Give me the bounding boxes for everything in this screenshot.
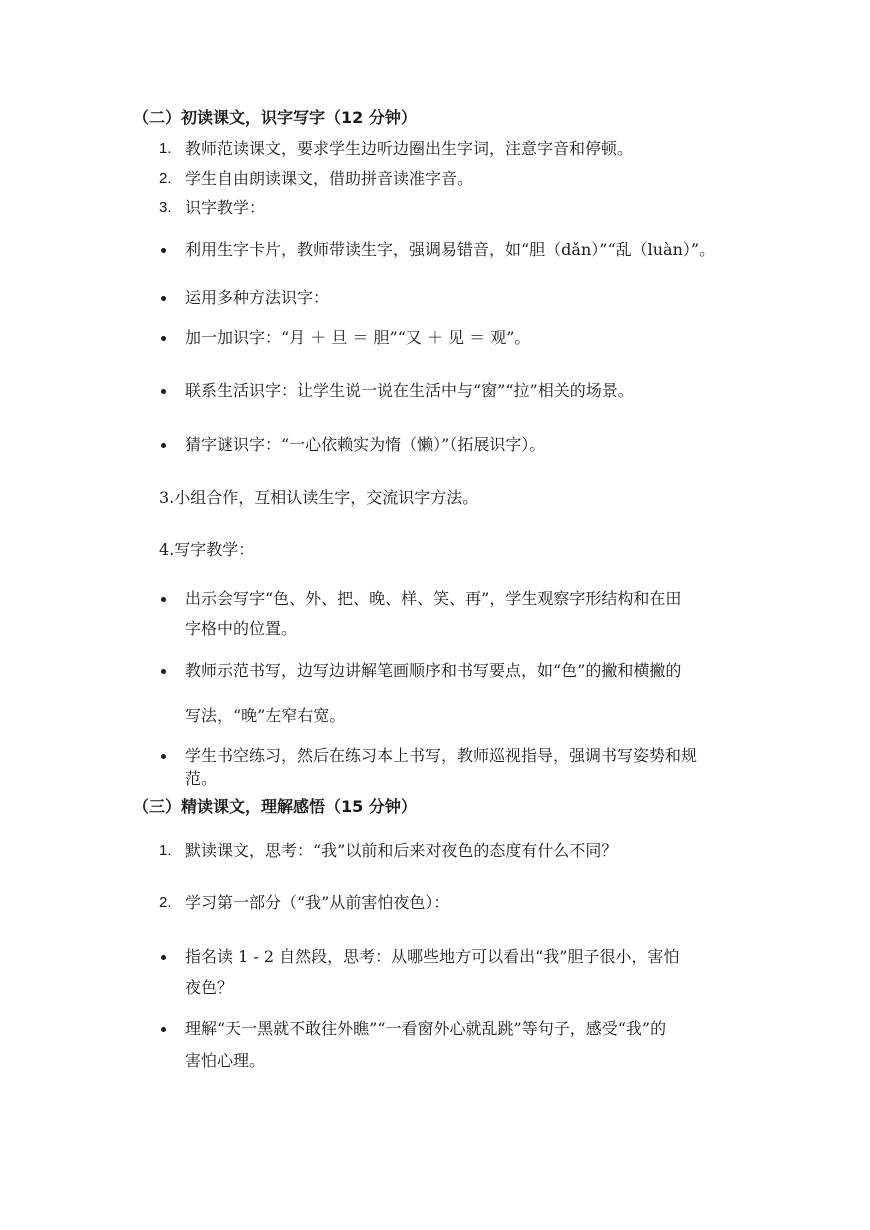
bullet-text: 联系生活识字：让学生说一说在生活中与“窗”“拉”相关的场景。 [185,381,634,400]
step-number: 1. [159,140,172,157]
step-text: 默读课文，思考：“我”以前和后来对夜色的态度有什么不同？ [185,841,618,860]
bullet-text-continued: 范。 [185,769,218,788]
step-text: 学习第一部分（“我”从前害怕夜色）： [185,893,450,912]
bullet-dot [161,389,166,394]
step-text: 学生自由朗读课文，借助拼音读准字音。 [185,169,474,188]
bullet-dot [161,597,166,602]
section-heading: （三）精读课文，理解感悟（15 分钟） [133,797,417,816]
bullet-text: 指名读 1 - 2 自然段，思考：从哪些地方可以看出“我”胆子很小，害怕 [185,947,680,966]
bullet-text-continued: 害怕心理。 [185,1051,266,1070]
step-number: 2. [159,894,172,911]
step-text: 教师范读课文，要求学生边听边圈出生字词，注意字音和停顿。 [185,139,634,158]
bullet-text-continued: 写法，“晚”左窄右宽。 [185,706,346,725]
bullet-text-continued: 字格中的位置。 [185,619,298,638]
bullet-text: 理解“天一黑就不敢往外瞧”“一看窗外心就乱跳”等句子，感受“我”的 [185,1019,667,1038]
step-number: 1. [159,842,172,859]
bullet-dot [161,955,166,960]
bullet-dot [161,754,166,759]
bullet-dot [161,336,166,341]
paragraph-writing-teaching: 4.写字教学： [159,540,255,559]
bullet-dot [161,248,166,253]
bullet-dot [161,296,166,301]
bullet-text: 猜字谜识字：“一心依赖实为惰（懒）”（拓展识字）。 [185,435,546,454]
bullet-text: 运用多种方法识字： [185,288,330,307]
bullet-text-continued: 夜色？ [185,978,234,997]
bullet-text: 教师示范书写，边写边讲解笔画顺序和书写要点，如“色”的撇和横撇的 [185,661,682,680]
bullet-dot [161,1027,166,1032]
bullet-text: 出示会写字“色、外、把、晚、样、笑、再”，学生观察字形结构和在田 [185,589,682,608]
bullet-text: 利用生字卡片，教师带读生字，强调易错音，如“胆（dǎn）”“乱（luàn）”。 [185,240,716,259]
paragraph-group-work: 3.小组合作，互相认读生字，交流识字方法。 [159,488,479,507]
step-text: 识字教学： [185,198,266,217]
step-number: 2. [159,170,172,187]
bullet-text: 加一加识字：“月 ＋ 旦 ＝ 胆”“又 ＋ 见 ＝ 观”。 [185,328,531,347]
bullet-dot [161,669,166,674]
bullet-dot [161,443,166,448]
bullet-text: 学生书空练习，然后在练习本上书写，教师巡视指导，强调书写姿势和规 [185,746,698,765]
step-number: 3. [159,199,172,216]
section-heading: （二）初读课文，识字写字（12 分钟） [133,108,417,127]
